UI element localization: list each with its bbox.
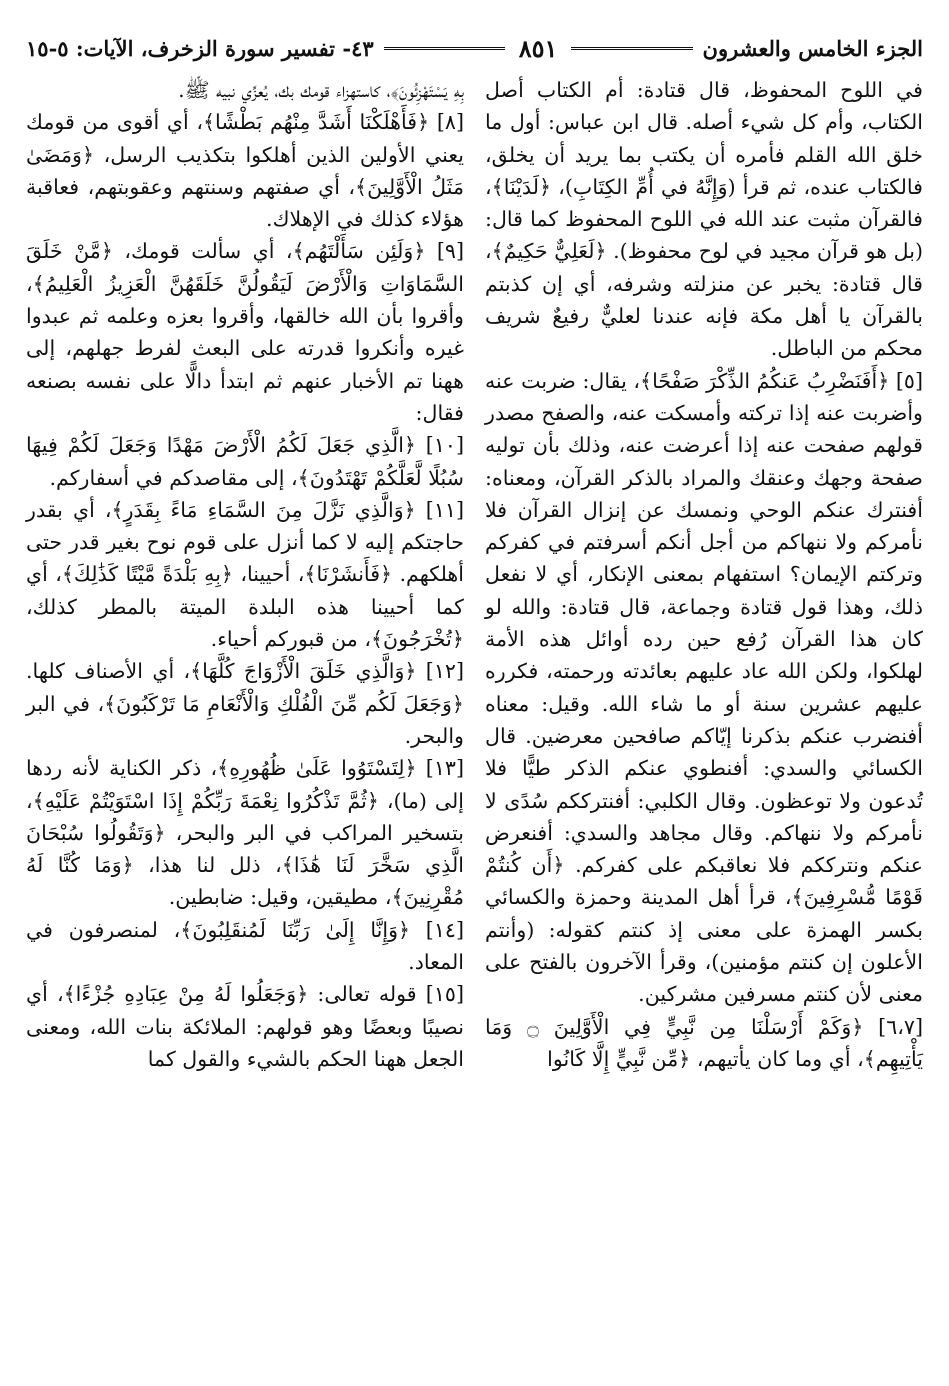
text-columns	[26, 74, 923, 1075]
header-rule-left	[384, 47, 505, 50]
header-rule-right	[571, 47, 692, 50]
paragraph: [١٤] ﴿وَإِنَّا إِلَىٰ رَبِّنَا لَمُنقَلِبُونَ﴾، لمنصرفون في المعاد.	[26, 917, 464, 975]
paragraph: [٦،٧] ﴿وَكَمْ أَرْسَلْنَا مِن نَّبِيٍّ فِي الْأَوَّلِينَ ۝ وَمَا يَأْتِيهِم﴾، أي وما كان يأتيهم، ﴿مِّن نَّبِيٍّ إِلَّا كَانُوا	[485, 1014, 924, 1071]
paragraph: [١٥] قوله تعالى: ﴿وَجَعَلُوا لَهُ مِنْ عِبَادِهِ جُزْءًا﴾، أي نصيبًا وبعضًا وهو قولهم: الملائكة بنات الله، ومعنى الجعل ههنا الحكم بالشيء والقول كما	[26, 982, 464, 1071]
left-column	[26, 74, 464, 1075]
running-header	[26, 28, 923, 68]
paragraph: [٩] ﴿وَلَئِن سَأَلْتَهُم﴾، أي سألت قومك، ﴿مَّنْ خَلَقَ السَّمَاوَاتِ وَالْأَرْضَ لَيَقُولُنَّ خَلَقَهُنَّ الْعَزِيزُ الْعَلِيمُ﴾، وأقروا بأن الله خالقها، وأقروا بعزه وعلمه ثم عبدوا غيره وأنكروا قدرته على البعث لفرط جهلهم، إلى ههنا تم الأخبار عنهم ثم ابتدأ دالًّا على نفسه بصنعه فقال:	[26, 239, 464, 425]
header-part: الجزء الخامس والعشرون	[702, 35, 923, 61]
paragraph: [١٠] ﴿الَّذِي جَعَلَ لَكُمُ الْأَرْضَ مَهْدًا وَجَعَلَ لَكُمْ فِيهَا سُبُلًا لَّعَلَّكُمْ تَهْتَدُونَ﴾، إلى مقاصدكم في أسفاركم.	[26, 433, 464, 490]
paragraph: [١٣] ﴿لِتَسْتَوُوا عَلَىٰ ظُهُورِهِ﴾، ذكر الكناية لأنه ردها إلى (ما)، ﴿ثُمَّ تَذْكُرُوا نِعْمَةَ رَبِّكُمْ إِذَا اسْتَوَيْتُمْ عَلَيْهِ﴾، بتسخير المراكب في البر والبحر، ﴿وَتَقُولُوا سُبْحَانَ الَّذِي سَخَّرَ لَنَا هَٰذَا﴾، ذلل لنا هذا، ﴿وَمَا كُنَّا لَهُ مُقْرِنِينَ﴾، مطيقين، وقيل: ضابطين.	[26, 756, 464, 910]
paragraph: [١١] ﴿وَالَّذِي نَزَّلَ مِنَ السَّمَاءِ مَاءً بِقَدَرٍ﴾، أي بقدر حاجتكم إليه لا كما أنزل على قوم نوح بغير قدر حتى أهلكهم. ﴿فَأَنشَرْنَا﴾، أحيينا، ﴿بِهِ بَلْدَةً مَّيْتًا كَذَٰلِكَ﴾، أي كما أحيينا هذه البلدة الميتة بالمطر كذلك، ﴿تُخْرَجُونَ﴾، من قبوركم أحياء.	[26, 497, 464, 652]
right-column	[485, 74, 923, 1075]
paragraph: بِهِ يَسْتَهْزِئُونَ﴾، كاستهزاء قومك بك، يُعزِّي نبيه ﷺ.	[178, 78, 464, 102]
paragraph: في اللوح المحفوظ، قال قتادة: أم الكتاب أصل الكتاب، وأم كل شيء أصله. قال ابن عباس: أول ما خلق الله القلم فأمره أن يكتب بما يريد أن يخلق، فالكتاب عنده، ثم قرأ (وَإِنَّهُ في أُمِّ الكِتَابِ)، ﴿لَدَيْنَا﴾، فالقرآن مثبت عند الله في اللوح المحفوظ كما قال: (بل هو قرآن مجيد في لوح محفوظ). ﴿لَعَلِيٌّ حَكِيمٌ﴾، قال قتادة: يخبر عن منزلته وشرفه، أي إن كذبتم بالقرآن يا أهل مكة فإنه عندنا لعليٌّ رفيعٌ شريف محكم من الباطل.	[485, 78, 923, 361]
paragraph: [٨] ﴿فَأَهْلَكْنَا أَشَدَّ مِنْهُم بَطْشًا﴾، أي أقوى من قومك يعني الأولين الذين أهلكوا بتكذيب الرسل، ﴿وَمَضَىٰ مَثَلُ الْأَوَّلِينَ﴾، أي صفتهم وسنتهم وعقوبتهم، فعاقبة هؤلاء كذلك في الإهلاك.	[26, 110, 464, 232]
paragraph: [٥] ﴿أَفَنَضْرِبُ عَنكُمُ الذِّكْرَ صَفْحًا﴾، يقال: ضربت عنه وأضربت عنه إذا تركته وأمسكت عنه، والصفح مصدر قولهم صفحت عنه إذا أعرضت عنه، وذلك بأن توليه صفحة وجهك وعنقك والمراد بالذكر القرآن، ومعناه: أفنترك عنكم الوحي ونمسك عن إنزال القرآن فلا نأمركم ولا ننهاكم من أجل أنكم أسرفتم في كفركم وتركتم الإيمان؟ استفهام بمعنى الإنكار، أي لا نفعل ذلك، وهذا قول قتادة وجماعة، قال قتادة: والله لو كان هذا القرآن رُفع حين رده أوائل هذه الأمة لهلكوا، ولكن الله عاد عليهم بعائدته ورحمته، فكرره عليهم عشرين سنة أو ما شاء الله. وقيل: معناه أفنضرب عنكم بذكرنا إيّاكم صافحين معرضين. قال الكسائي والسدي: أفنطوي عنكم الذكر طيًّا فلا تُدعون ولا توعظون. وقال الكلبي: أفنترككم سُدًى لا نأمركم ولا ننهاكم. وقال مجاهد والسدي: أفنعرض عنكم ونترككم فلا نعاقبكم على كفركم. ﴿أَن كُنتُمْ قَوْمًا مُّسْرِفِينَ﴾، قرأ أهل المدينة وحمزة والكسائي بكسر الهمزة على معنى إذ كنتم كقوله: (وأنتم الأعلون إن كنتم مؤمنين)، وقرأ الآخرون بالفتح على معنى لأن كنتم مسرفين مشركين.	[485, 368, 923, 1007]
header-surah: ٤٣- تفسير سورة الزخرف، الآيات: ٥-١٥	[26, 35, 374, 61]
paragraph: [١٢] ﴿وَالَّذِي خَلَقَ الْأَزْوَاجَ كُلَّهَا﴾، أي الأصناف كلها. ﴿وَجَعَلَ لَكُم مِّنَ الْفُلْكِ وَالْأَنْعَامِ مَا تَرْكَبُونَ﴾، في البر والبحر.	[26, 659, 464, 748]
page-number: ٨٥١	[518, 33, 558, 63]
